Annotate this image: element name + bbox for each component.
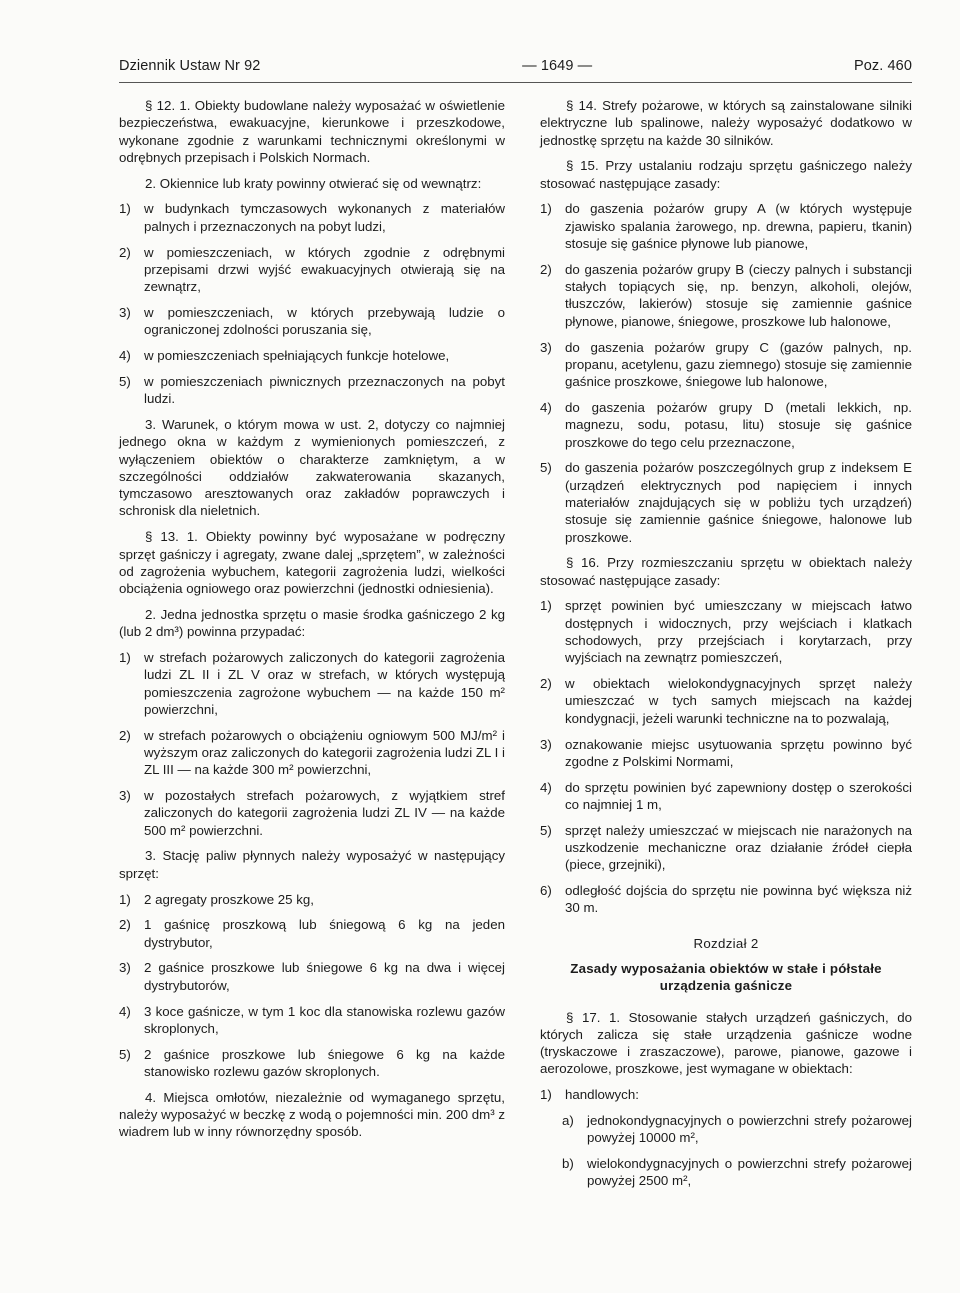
list-item: 6) odległość dojścia do sprzętu nie powinna być większa niż 30 m.: [540, 883, 912, 916]
list-s12-2: [119, 200, 505, 407]
list-item: 1) 2 agregaty proszkowe 25 kg,: [119, 891, 315, 907]
list-item: 3) do gaszenia pożarów grupy C (gazów palnych, np. propanu, acetylenu, gazu ziemnego) stosuje się zamiennie gaśnice proszkowe, śniegowe lub halonowe,: [540, 339, 912, 390]
paragraph-s16: § 16. Przy rozmieszczaniu sprzętu w obiektach należy stosować następujące zasady:: [540, 555, 912, 588]
list-item: 5) w pomieszczeniach piwnicznych przeznaczonych na pobyt ludzi.: [119, 373, 505, 407]
list-item: 5) 2 gaśnice proszkowe lub śniegowe 6 kg na każde stanowisko rozlewu gazów skroplonych.: [119, 1046, 505, 1079]
paragraph-s13-3: 3. Stację paliw płynnych należy wyposażyć w następujący sprzęt:: [119, 848, 505, 881]
chapter-title: Zasady wyposażania obiektów w stałe i półstałe urządzenia gaśnicze: [570, 960, 882, 994]
paragraph-s13-4: 4. Miejsca omłotów, niezależnie od wymaganego sprzętu, należy wyposażyć w beczkę z wodą o pojemności min. 200 dm³ z wiadrem lub w inny równorzędny sposób.: [119, 1089, 505, 1140]
page-number: — 1649 —: [522, 58, 593, 74]
paragraph-s12-1: § 12. 1. Obiekty budowlane należy wyposażać w oświetlenie bezpieczeństwa, ewakuacyjne, kierunkowe i przeszkodowe, wykonane zgodnie z warunkami technicznymi określonymi w odrębnych przepisach i Polskich Normach.: [119, 98, 505, 165]
sub-list-item: a) jednokondygnacyjnych o powierzchni strefy pożarowej powyżej 10000 m²,: [562, 1113, 912, 1146]
list-item: 2) w pomieszczeniach, w których zgodnie z odrębnymi przepisami drzwi wyjść ewakuacyjnych otwierają się na zewnątrz,: [119, 244, 505, 295]
paragraph-s14: § 14. Strefy pożarowe, w których są zainstalowane silniki elektryczne lub spalinowe, należy wyposażyć dodatkowo w jednostkę sprzętu na każde 30 silników.: [540, 98, 912, 148]
list-s13-2: [119, 649, 505, 839]
list-s15: [540, 200, 912, 545]
chapter-heading: Rozdział 2: [693, 935, 759, 951]
position-number: Poz. 460: [853, 58, 912, 74]
paragraph-s17-1: § 17. 1. Stosowanie stałych urządzeń gaśniczych, do których zalicza się stałe urządzenia gaśnicze wodne (tryskaczowe i zraszaczowe), parowe, pianowe, gazowe i aerozolowe, proszkowe, jest wymagane w obiektach:: [540, 1009, 912, 1077]
list-item: 3) w pozostałych strefach pożarowych, z wyjątkiem stref zaliczonych do kategorii zagrożenia ludzi ZL IV — na każde 500 m² powierzchni.: [119, 788, 505, 838]
list-item: 3) 2 gaśnice proszkowe lub śniegowe 6 kg na dwa i więcej dystrybutorów,: [119, 960, 505, 993]
list-s13-3: [119, 891, 505, 1081]
list-item: 1) w budynkach tymczasowych wykonanych z materiałów palnych i przeznaczonych na pobyt ludzi,: [119, 201, 505, 234]
list-item: 2) w obiektach wielokondygnacyjnych sprzęt należy umieszczać w tych samych miejscach na każdej kondygnacji, jeżeli warunki techniczne na to pozwalają,: [540, 676, 912, 726]
left-column: [119, 97, 505, 1149]
list-item: 4) do gaszenia pożarów grupy D (metali lekkich, np. magnezu, sodu, potasu, litu) stosuje się gaśnice proszkowe do tego celu przeznaczone,: [540, 399, 912, 450]
page-header: [119, 58, 912, 74]
list-item: 1) do gaszenia pożarów grupy A (w których występuje zjawisko spalania żarowego, np. drewna, papieru, tkanin) stosuje się gaśnice płynowe lub pianowe,: [540, 201, 912, 252]
list-item: 5) do gaszenia pożarów poszczególnych grup z indeksem E (urządzeń elektrycznych pod napięciem i innych materiałów znajdujących się w pobliżu tych urządzeń) stosuje się zamiennie gaśnice śniegowe, halonowe lub proszkowe.: [540, 460, 912, 545]
header-rule: [119, 82, 912, 83]
list-item: 1) handlowych:: [540, 1087, 639, 1103]
list-item: 2) 1 gaśnicę proszkową lub śniegową 6 kg na jeden dystrybutor,: [119, 917, 505, 950]
paragraph-s12-3: 3. Warunek, o którym mowa w ust. 2, dotyczy co najmniej jednego okna w każdym z wymienionych pomieszczeń, z wyłączeniem obiektów o charakterze zamkniętym, a w szczególności oddziałów zakwaterowania skazanych, tymczasowo aresztowanych oraz zakładów poprawczych i schronisk dla nieletnich.: [119, 416, 505, 519]
paragraph-s13-1: § 13. 1. Obiekty powinny być wyposażane w podręczny sprzęt gaśniczy i agregaty, zwane dalej „sprzętem”, w zależności od zagrożenia wybuchem, kategorii zagrożenia ludzi, wielkości obciążenia ogniowego oraz powierzchni (jednostki odniesienia).: [119, 529, 505, 597]
list-item: 2) do gaszenia pożarów grupy B (cieczy palnych i substancji stałych topiących się, np. benzyn, alkoholi, olejów, tłuszczów, lakierów) stosuje się zamiennie gaśnice płynowe, pianowe, śniegowe, proszkowe lub halonowe,: [540, 261, 912, 329]
list-item: 3) oznakowanie miejsc usytuowania sprzętu powinno być zgodne z Polskimi Normami,: [540, 736, 912, 769]
list-item: 1) w strefach pożarowych zaliczonych do kategorii zagrożenia ludzi ZL II i ZL V oraz w strefach, w których występują pomieszczenia zagrożone wybuchem — na każde 150 m² powierzchni,: [119, 650, 505, 717]
list-s16: [540, 597, 912, 916]
list-item: 1) sprzęt powinien być umieszczany w miejscach łatwo dostępnych i widocznych, przy wejściach i klatkach schodowych, przy przejściach i korytarzach, przy wyjściach na zewnątrz pomieszczeń,: [540, 598, 912, 666]
list-item: 4) 3 koce gaśnicze, w tym 1 koc dla stanowiska rozlewu gazów skroplonych,: [119, 1003, 505, 1036]
list-item: 4) w pomieszczeniach spełniających funkcje hotelowe,: [119, 348, 450, 364]
list-item: 3) w pomieszczeniach, w których przebywają ludzie o ograniczonej zdolności poruszania się,: [119, 304, 505, 338]
paragraph-s15: § 15. Przy ustalaniu rodzaju sprzętu gaśniczego należy stosować następujące zasady:: [540, 158, 912, 191]
right-column: [540, 97, 912, 1197]
paragraph-s12-2: 2. Okiennice lub kraty powinny otwierać się od wewnątrz:: [145, 175, 482, 191]
list-item: 4) do sprzętu powinien być zapewniony dostęp o szerokości co najmniej 1 m,: [540, 779, 912, 812]
list-item: 2) w strefach pożarowych o obciążeniu ogniowym 500 MJ/m² i wyższym oraz zaliczonych do kategorii zagrożenia ludzi ZL I i ZL III — na każde 300 m² powierzchni,: [119, 727, 505, 778]
journal-title: Dziennik Ustaw Nr 92: [119, 58, 261, 74]
paragraph-s13-2: 2. Jedna jednostka sprzętu o masie środka gaśniczego 2 kg (lub 2 dm³) powinna przypadać:: [119, 606, 505, 640]
list-item: 5) sprzęt należy umieszczać w miejscach nie narażonych na uszkodzenie mechaniczne oraz działanie źródeł ciepła (piece, grzejniki),: [540, 822, 912, 873]
sub-list-item: b) wielokondygnacyjnych o powierzchni strefy pożarowej powyżej 2500 m²,: [562, 1155, 912, 1188]
